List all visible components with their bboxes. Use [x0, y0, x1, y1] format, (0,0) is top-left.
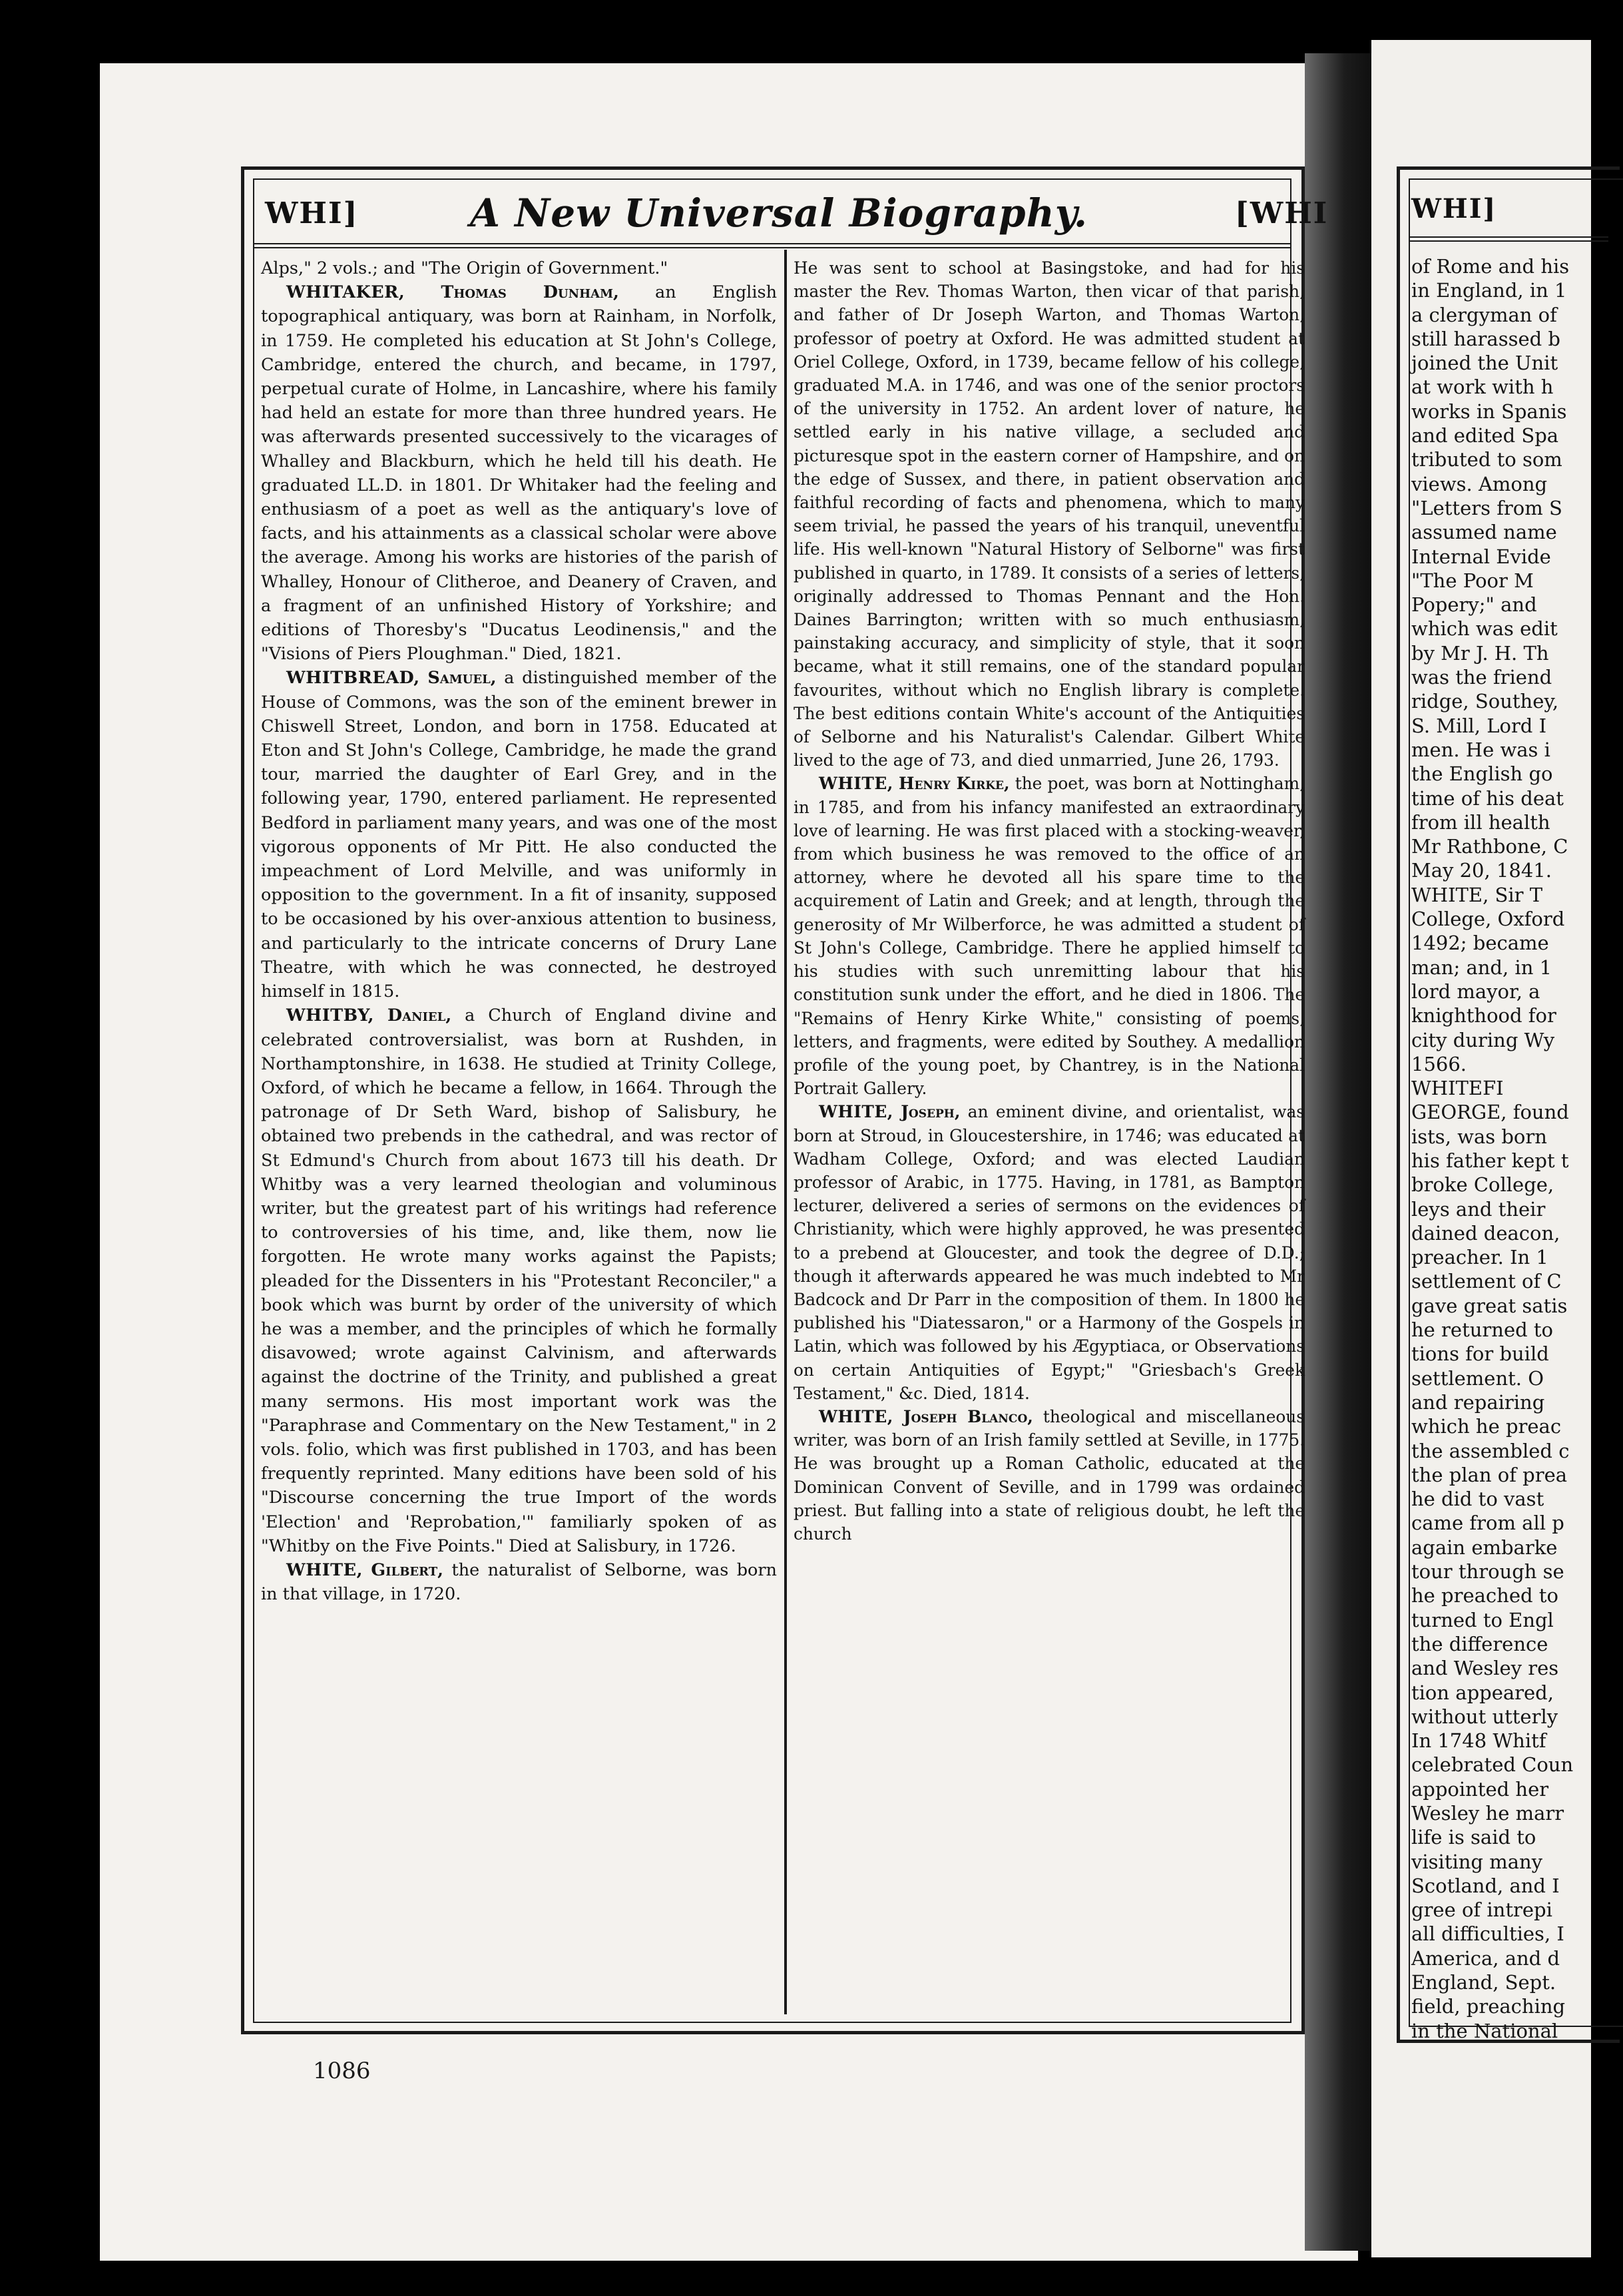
right-page-line: Popery;" and — [1411, 593, 1537, 617]
right-page-line: he preached to — [1411, 1584, 1558, 1607]
right-page-line: broke College, — [1411, 1173, 1554, 1197]
right-page-line: ridge, Southey, — [1411, 690, 1559, 713]
right-page-line: he returned to — [1411, 1318, 1554, 1342]
right-page-line: appointed her — [1411, 1777, 1549, 1801]
right-page-line: GEORGE, found — [1411, 1101, 1569, 1124]
right-page-line: in the National — [1411, 2019, 1558, 2042]
right-page-line: leys and their — [1411, 1197, 1546, 1221]
entry-whitaker: WHITAKER, Thomas Dunham, an English topographical antiquary, was born at Rainham, in Norfolk, in 1759. He completed his education at St John's College, Cambridge, entered the church, and became, in 1797, perpetual curate of Holme, in Lancashire, where his family had held an estate for more than three hundred years. He was afterwards presented successively to the vicarages of Whalley and Blackburn, which he held till his death. He graduated LL.D. in 1801. Dr Whitaker had the feeling and enthusiasm of a poet as well as the antiquary's love of facts, and his attainments as a classical scholar were above the average. Among his works are histories of the parish of Whalley, Honour of Clitheroe, and Deanery of Craven, and a fragment of an unfinished History of Yorkshire; and editions of Thoresby's "Ducatus Leodinensis," and the "Visions of Piers Ploughman." Died, 1821. — [261, 282, 777, 665]
text-column-left — [261, 256, 777, 2014]
right-page-line: the assembled c — [1411, 1439, 1570, 1462]
right-page-line: all difficulties, I — [1411, 1922, 1564, 1946]
right-page-header-rule — [1409, 236, 1608, 242]
right-page-line: and repairing — [1411, 1390, 1545, 1414]
right-page-line: 1492; became — [1411, 932, 1549, 955]
right-page-line: Scotland, and I — [1411, 1874, 1560, 1897]
right-page-line: Internal Evide — [1411, 545, 1551, 568]
right-page-line: and edited Spa — [1411, 424, 1559, 447]
right-page-line: the difference — [1411, 1632, 1548, 1655]
right-page-line: S. Mill, Lord I — [1411, 714, 1547, 737]
right-page-line: "The Poor M — [1411, 569, 1534, 592]
header-rule — [253, 243, 1291, 248]
running-head-right: [WHI — [1235, 196, 1329, 230]
right-page-line: Wesley he marr — [1411, 1802, 1564, 1825]
right-page-line: from ill health — [1411, 810, 1550, 834]
right-page-line: WHITE, Sir T — [1411, 883, 1543, 906]
right-page-line: gree of intrepi — [1411, 1898, 1552, 1922]
right-page-line: College, Oxford — [1411, 908, 1565, 931]
page-title: A New Universal Biography. — [469, 190, 1088, 236]
right-page-running-head: WHI] — [1411, 193, 1497, 224]
right-page-line: by Mr J. H. Th — [1411, 641, 1549, 665]
right-page-line: 1566. — [1411, 1052, 1467, 1075]
right-page-line: in England, in 1 — [1411, 279, 1567, 302]
continuation-text: Alps," 2 vols.; and "The Origin of Government." — [261, 258, 668, 278]
right-page-line: the plan of prea — [1411, 1463, 1568, 1486]
right-page-line: man; and, in 1 — [1411, 956, 1552, 979]
right-page-line: gave great satis — [1411, 1294, 1568, 1317]
right-page-line: of Rome and his — [1411, 255, 1570, 278]
entry-white-henry-kirke: WHITE, Henry Kirke, the poet, was born at Nottingham, in 1785, and from his infancy manifested an extraordinary love of learning. He was first placed with a stocking-weaver, from which business he was removed to the office of an attorney, where he devoted all his spare time to the acquirement of Latin and Greek; and at length, through the generosity of Mr Wilberforce, he was admitted a student of St John's College, Cambridge. There he applied himself to his studies with such unremitting labour that his constitution sunk under the effort, and he died in 1806. The "Remains of Henry Kirke White," consisting of poems, letters, and fragments, were edited by Southey. A medallion profile of the young poet, by Chantrey, is in the National Portrait Gallery. — [794, 774, 1305, 1099]
right-page-line: a clergyman of — [1411, 303, 1557, 326]
right-page-line: city during Wy — [1411, 1028, 1555, 1051]
entry-white-gilbert: WHITE, Gilbert, the naturalist of Selborne, was born in that village, in 1720. — [261, 1560, 777, 1605]
right-page-line: views. Among — [1411, 472, 1548, 495]
right-page-line: works in Spanis — [1411, 400, 1567, 423]
page-number: 1086 — [313, 2058, 371, 2084]
entry-whitbread: WHITBREAD, Samuel, a distinguished member of the House of Commons, was the son of the eminent brewer in Chiswell Street, London, and born in 1758. Educated at Eton and St John's College, Cambridge, he made the grand tour, married the daughter of Earl Grey, and in the following year, 1790, entered parliament. He represented Bedford in parliament many years, and was one of the most vigorous opponents of Mr Pitt. He also conducted the impeachment of Lord Melville, and was uniformly in opposition to the government. In a fit of insanity, supposed to be occasioned by his over-anxious attention to business, and particularly to the intricate concerns of Drury Lane Theatre, with which he was connected, he destroyed himself in 1815. — [261, 668, 777, 1002]
right-page-line: dained deacon, — [1411, 1221, 1560, 1245]
right-page-line: ists, was born — [1411, 1125, 1547, 1148]
right-page-line: at work with h — [1411, 376, 1554, 399]
right-page-line: lord mayor, a — [1411, 980, 1540, 1003]
right-page-line: turned to Engl — [1411, 1608, 1554, 1631]
right-page-line: time of his deat — [1411, 786, 1564, 810]
right-page-line: men. He was i — [1411, 738, 1550, 761]
right-page-line: "Letters from S — [1411, 496, 1562, 519]
continuation-text: He was sent to school at Basingstoke, and had for his master the Rev. Thomas Warton, then vicar of that parish, and father of Dr Joseph Warton, and Thomas Warton, professor of poetry at Oxford. He was admitted student at Oriel College, Oxford, in 1739, became fellow of his college, graduated M.A. in 1746, and was one of the senior proctors of the university in 1752. An ardent lover of nature, he settled early in his native village, a secluded and picturesque spot in the eastern corner of Hampshire, and on the edge of Sussex, and there, in patient observation and faithful recording of facts and phenomena, which to many seem trivial, he passed the years of his tranquil, uneventful life. His well-known "Natural History of Selborne" was first published in quarto, in 1789. It consists of a series of letters, originally addressed to Thomas Pennant and the Hon. Daines Barrington; written with so much enthusiasm, painstaking accuracy, and simplicity of style, that it soon became, what it still remains, one of the standard popular favourites, without which no English library is complete. The best editions contain White's account of the Antiquities of Selborne and his Naturalist's Calendar. Gilbert White lived to the age of 73, and died unmarried, June 26, 1793. — [794, 258, 1305, 770]
entry-whitby: WHITBY, Daniel, a Church of England divine and celebrated controversialist, was born at Rushden, in Northamptonshire, in 1638. He studied at Trinity College, Oxford, of which he became a fellow, in 1664. Through the patronage of Dr Seth Ward, bishop of Salisbury, he obtained two prebends in the cathedral, and was rector of St Edmund's Church from about 1673 till his death. Dr Whitby was a very learned theologian and voluminous writer, but the greatest part of his writings had reference to controversies of his time, and, like them, now lie forgotten. He wrote many works against the Papists; pleaded for the Dissenters in his "Protestant Reconciler," a book which was burnt by order of the university of which he was a member, and the principles of which he formally disavowed; wrote against Calvinism, and afterwards against the doctrine of the Trinity, and published a great many sermons. His most important work was the "Paraphrase and Commentary on the New Testament," in 2 vols. folio, which was first published in 1703, and has been frequently reprinted. Many editions have been sold of his "Discourse concerning the true Import of the words 'Election' and 'Reprobation,'" familiarly spoken of as "Whitby on the Five Points." Died at Salisbury, in 1726. — [261, 1005, 778, 1556]
entry-white-joseph: WHITE, Joseph, an eminent divine, and orientalist, was born at Stroud, in Gloucestershire, in 1746; was educated at Wadham College, Oxford; and was elected Laudian professor of Arabic, in 1775. Having, in 1781, as Bampton lecturer, delivered a series of sermons on the evidences of Christianity, which were highly approved, he was presented to a prebend at Gloucester, and took the degree of D.D.; though it afterwards appeared he was much indebted to Mr Badcock and Dr Parr in the composition of them. In 1800 he published his "Diatessaron," or a Harmony of the Gospels in Latin, which was followed by his Ægyptiaca, or Observations on certain Antiquities of Egypt;" "Griesbach's Greek Testament," &c. Died, 1814. — [794, 1102, 1305, 1403]
right-page-line: he did to vast — [1411, 1488, 1544, 1511]
right-page-line: WHITEFI — [1411, 1077, 1504, 1100]
running-head-left: WHI] — [265, 196, 359, 230]
right-page-line: and Wesley res — [1411, 1657, 1559, 1680]
right-page-line: Mr Rathbone, C — [1411, 835, 1568, 858]
column-divider — [784, 250, 787, 2014]
right-page-line: was the friend — [1411, 666, 1552, 689]
right-page-line: life is said to — [1411, 1826, 1536, 1849]
right-page-line: visiting many — [1411, 1850, 1543, 1873]
right-page-line: celebrated Coun — [1411, 1753, 1574, 1777]
right-page-line: In 1748 Whitf — [1411, 1729, 1546, 1753]
right-page-line: which was edit — [1411, 617, 1558, 641]
right-page-line: again embarke — [1411, 1536, 1558, 1559]
right-page-line: May 20, 1841. — [1411, 859, 1552, 882]
right-page-line: still harassed b — [1411, 327, 1560, 350]
right-page-line: tions for build — [1411, 1342, 1549, 1366]
right-page-line: assumed name — [1411, 521, 1557, 544]
right-page-line: England, Sept. — [1411, 1971, 1556, 1994]
right-page-line: knighthood for — [1411, 1004, 1556, 1027]
right-page-line: without utterly — [1411, 1705, 1558, 1728]
right-page-line: settlement. O — [1411, 1366, 1544, 1390]
text-column-right — [794, 256, 1305, 2014]
right-page-line: tour through se — [1411, 1560, 1564, 1583]
right-page-text-column — [1411, 254, 1611, 2042]
right-page-line: preacher. In 1 — [1411, 1246, 1548, 1269]
right-page-line: which he preac — [1411, 1415, 1562, 1438]
right-page-line: tion appeared, — [1411, 1681, 1554, 1704]
right-page-line: tributed to som — [1411, 448, 1562, 471]
right-page-line: settlement of C — [1411, 1270, 1562, 1293]
entry-white-joseph-blanco: WHITE, Joseph Blanco, theological and miscellaneous writer, was born of an Irish family settled at Seville, in 1775. He was brought up a Roman Catholic, educated at the Dominican Convent of Seville, and in 1799 was ordained priest. But falling into a state of religious doubt, he left the church — [794, 1406, 1305, 1544]
right-page-line: the English go — [1411, 762, 1553, 786]
right-page-line: field, preaching — [1411, 1995, 1566, 2018]
right-page-line: his father kept t — [1411, 1149, 1569, 1172]
right-page-line: joined the Unit — [1411, 352, 1558, 375]
right-page-line: came from all p — [1411, 1512, 1564, 1535]
right-page-line: America, and d — [1411, 1946, 1560, 1970]
